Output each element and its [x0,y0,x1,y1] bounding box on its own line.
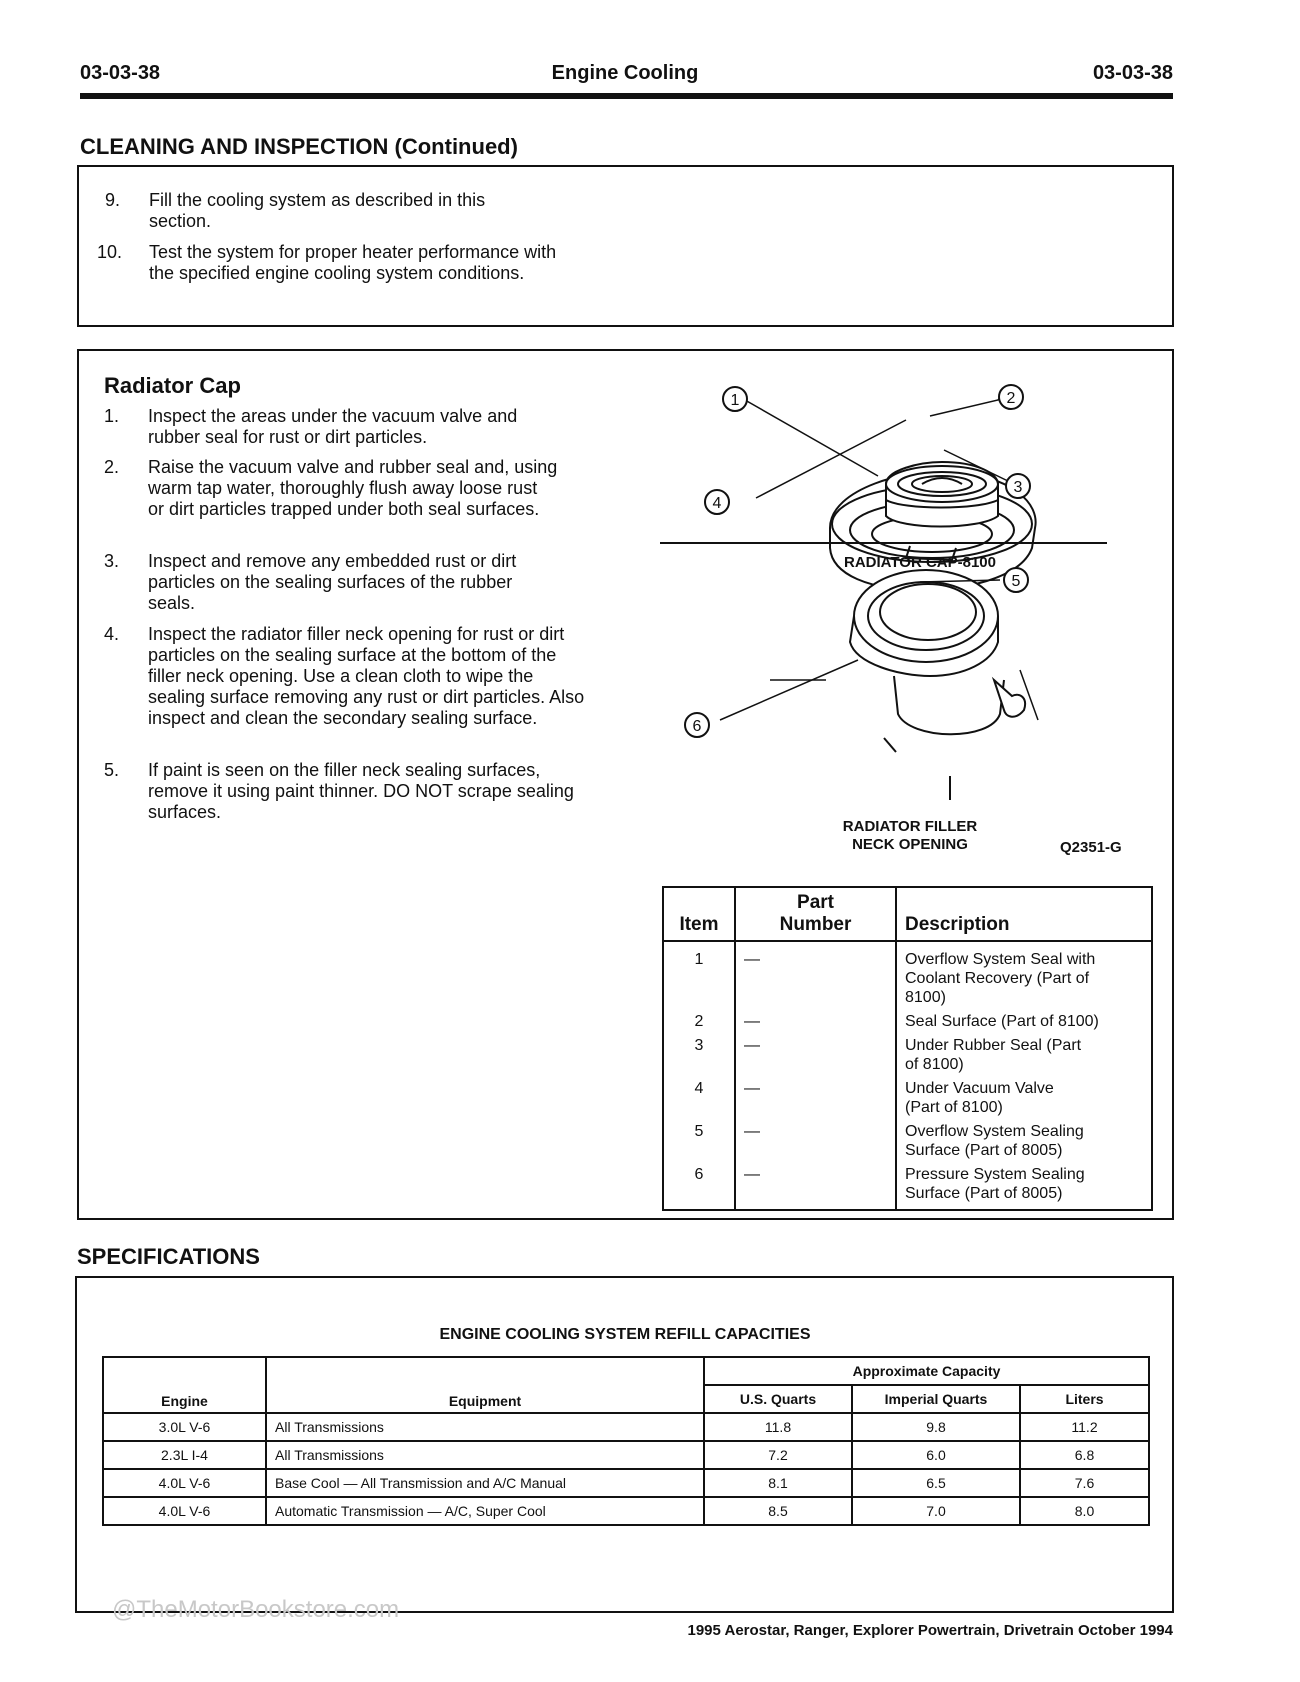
step-text: Fill the cooling system as described in this section. [149,190,486,231]
page-number-right: 03-03-38 [1092,62,1173,84]
cleaning-box [77,165,1174,327]
table-row: 1 — Overflow System Seal with Coolant Recovery (Part of 8100) [663,941,1152,1010]
callout-5 [1004,568,1028,592]
callout-4 [705,490,729,514]
step-number: 5. [104,760,120,780]
table-row: 6 — Pressure System Sealing Surface (Part of 8005) [663,1163,1152,1210]
step-text: Raise the vacuum valve and rubber seal and, using warm tap water, thoroughly flush away loose rust or dirt particles trapped under both seal surfaces. [148,457,558,519]
callout-3 [1006,474,1030,498]
header-description: Description [896,887,1152,941]
parts-table [662,886,1153,1211]
table-row: 2.3L I-4 All Transmissions 7.2 6.0 6.8 [103,1441,1149,1469]
table-row: 3.0L V-6 All Transmissions 11.8 9.8 11.2 [103,1413,1149,1441]
header-item: Item [663,887,735,941]
callout-number: 3 [1013,479,1023,496]
header-rule [80,93,1173,99]
caption-filler-neck-line1: RADIATOR FILLER [842,818,978,835]
page-header-title: Engine Cooling [551,62,699,84]
callout-number: 2 [1006,390,1016,407]
parts-table-header [663,887,1152,941]
figure-id: Q2351-G [1060,839,1122,856]
step-number: 2. [104,457,120,477]
table-row: 4.0L V-6 Automatic Transmission — A/C, Super Cool 8.5 7.0 8.0 [103,1497,1149,1525]
header-engine: Engine [103,1357,266,1413]
specifications-heading: SPECIFICATIONS [77,1244,260,1269]
header-liters: Liters [1020,1385,1149,1413]
header-imperial-quarts: Imperial Quarts [852,1385,1020,1413]
header-equipment: Equipment [266,1357,704,1413]
header-us-quarts: U.S. Quarts [704,1385,852,1413]
page-number-left: 03-03-38 [80,62,161,84]
publication-footer: 1995 Aerostar, Ranger, Explorer Powertrain, Drivetrain October 1994 [687,1622,1173,1639]
step-number: 1. [104,406,120,426]
refill-capacity-table [102,1356,1150,1526]
caption-radiator-cap: RADIATOR CAP-8100 [844,554,996,571]
radiator-cap-heading: Radiator Cap [104,373,241,398]
step-text: Inspect and remove any embedded rust or dirt particles on the sealing surfaces of the rubber seals. [148,551,517,613]
step-text: Inspect the radiator filler neck opening for rust or dirt particles on the sealing surface at the bottom of the filler neck opening. Use a clean cloth to wipe the sealing surface removing any rust or dirt particles. Also inspect and clean the secondary sealing surface. [148,624,585,728]
callout-1 [723,387,747,411]
step-number: 3. [104,551,120,571]
table-row: 3 — Under Rubber Seal (Part of 8100) [663,1034,1152,1077]
cleaning-heading: CLEANING AND INSPECTION (Continued) [80,134,518,159]
callout-number: 4 [712,495,722,512]
callout-6 [685,713,709,737]
callout-2 [999,385,1023,409]
step-text: Inspect the areas under the vacuum valve and rubber seal for rust or dirt particles. [148,406,518,447]
step-number: 4. [104,624,120,644]
table-row: 2 — Seal Surface (Part of 8100) [663,1010,1152,1034]
spec-table-title: ENGINE COOLING SYSTEM REFILL CAPACITIES [439,1326,811,1343]
caption-filler-neck-line2: NECK OPENING [852,836,968,853]
step-number: 10. [97,242,123,262]
spec-header-row [103,1357,1149,1385]
watermark: @TheMotorBookstore.com [112,1596,400,1623]
callout-number: 1 [730,392,740,409]
callout-number: 6 [692,718,702,735]
radiator-cap-illustration [660,380,1160,810]
step-text: Test the system for proper heater performance with the specified engine cooling system conditions. [149,242,557,283]
filler-neck-drawing [850,570,1025,800]
table-row: 4 — Under Vacuum Valve (Part of 8100) [663,1077,1152,1120]
step-text: If paint is seen on the filler neck sealing surfaces, remove it using paint thinner. DO NOT scrape sealing surfaces. [148,760,574,822]
table-row: 5 — Overflow System Sealing Surface (Part of 8005) [663,1120,1152,1163]
callout-number: 5 [1011,573,1021,590]
header-part-number: Part Number [735,887,896,941]
table-row: 4.0L V-6 Base Cool — All Transmission and A/C Manual 8.1 6.5 7.6 [103,1469,1149,1497]
header-approx-capacity: Approximate Capacity [704,1357,1149,1385]
step-number: 9. [105,190,121,210]
